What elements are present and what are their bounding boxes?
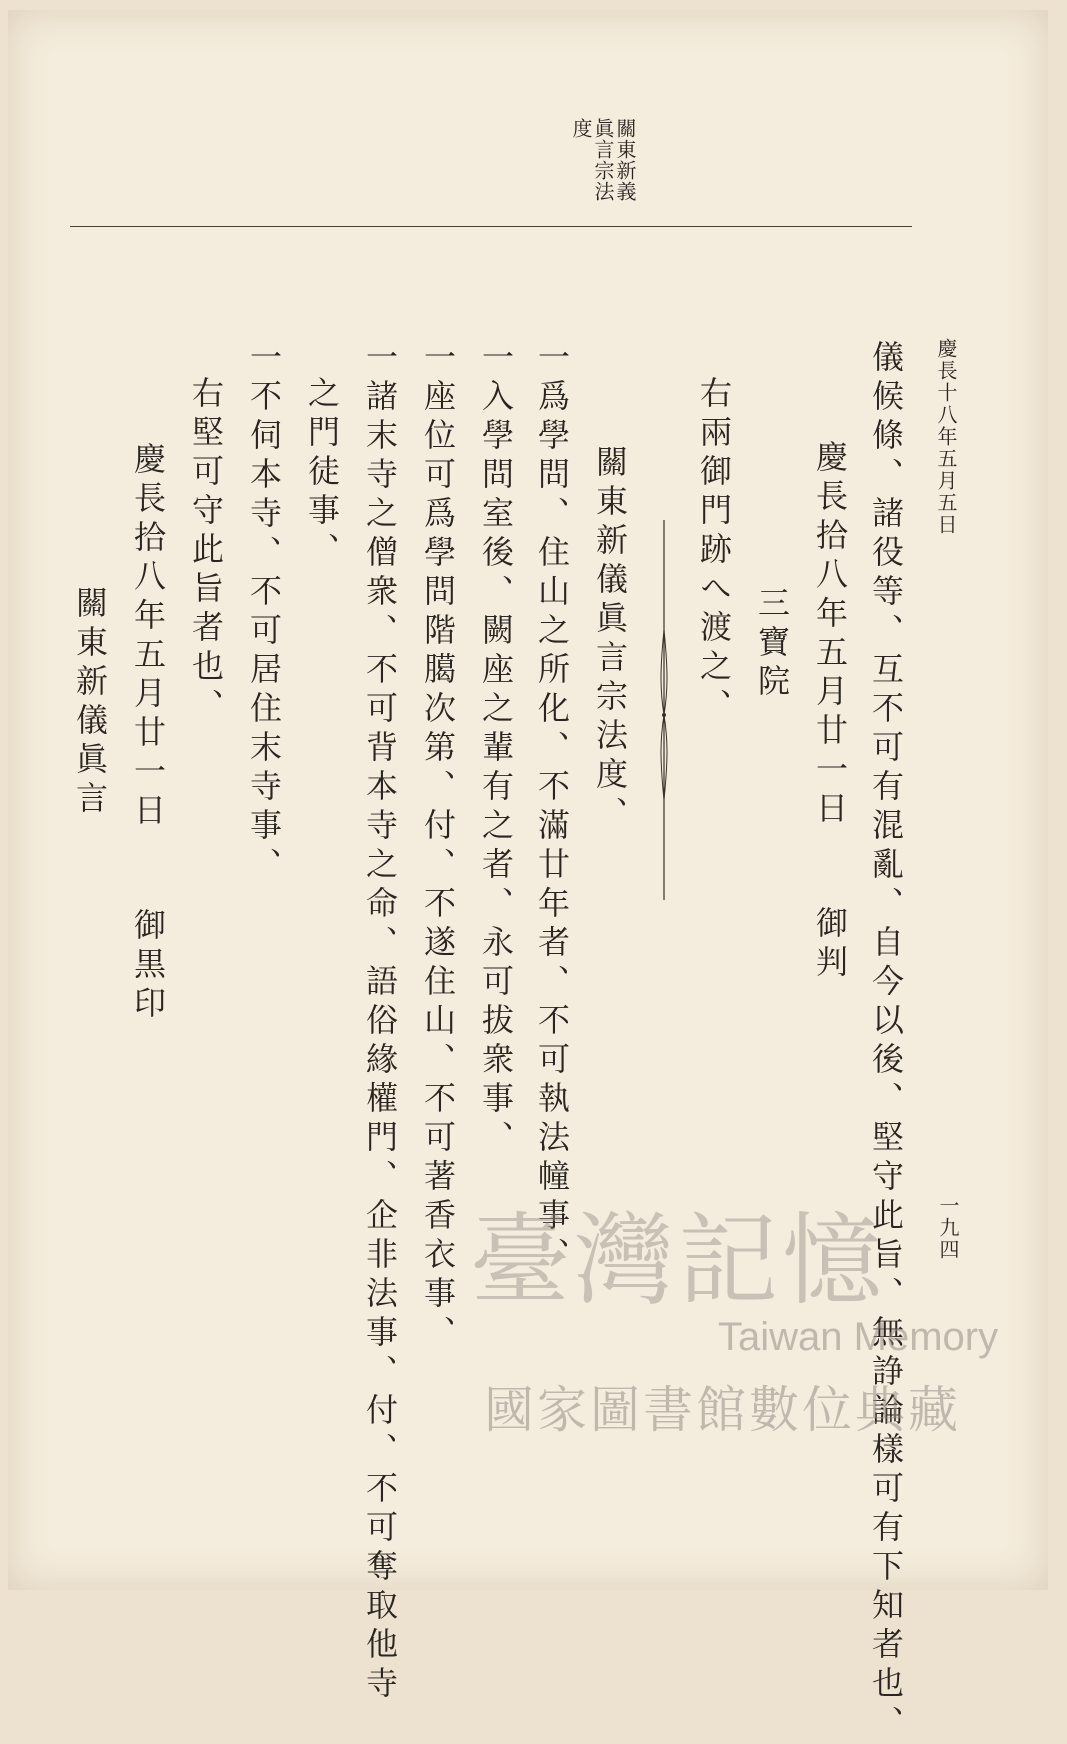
text-column-8: 一入學問室後、闕座之輩有之者、永可拔衆事、 bbox=[477, 340, 515, 1159]
text-column-14: 慶長拾八年五月廿一日 bbox=[129, 442, 167, 832]
watermark-logo: 臺灣記憶 bbox=[470, 1202, 886, 1319]
running-header-col1: 關東新義 bbox=[613, 118, 637, 202]
text-column-1: 儀候條、諸役等、互不可有混亂、自今以後、堅守此旨、無諍論樣可有下知者也、 bbox=[867, 340, 905, 1744]
text-column-7: 一爲學問、住山之所化、不滿廿年者、不可執法幢事、 bbox=[533, 340, 571, 1276]
date-heading: 慶長十八年五月五日 bbox=[934, 338, 958, 536]
text-column-12: 一不伺本寺、不可居住末寺事、 bbox=[245, 340, 283, 886]
ornamental-divider bbox=[659, 520, 669, 900]
header-rule bbox=[70, 226, 912, 227]
text-column-10: 一諸末寺之僧衆、不可背本寺之命、語俗緣權門、企非法事、付、不可奪取他寺 bbox=[361, 340, 399, 1705]
text-column-13: 右堅可守此旨者也、 bbox=[187, 376, 225, 727]
text-column-2: 慶長拾八年五月廿一日 bbox=[811, 440, 849, 830]
watermark-library: 國家圖書館數位典藏 bbox=[484, 1381, 961, 1439]
page-number: 一九四 bbox=[936, 1195, 960, 1261]
running-header-col3: 度 bbox=[569, 118, 593, 139]
text-column-9: 一座位可爲學問階臈次第、付、不遂住山、不可著香衣事、 bbox=[419, 340, 457, 1354]
text-column-4: 三寶院 bbox=[753, 586, 791, 703]
text-column-5: 右兩御門跡へ渡之、 bbox=[695, 376, 733, 727]
text-column-3: 御判 bbox=[811, 906, 849, 984]
running-header-col2: 眞言宗法 bbox=[591, 118, 615, 202]
text-column-16: 關東新儀眞言 bbox=[71, 586, 109, 820]
text-column-11: 之門徒事、 bbox=[303, 376, 341, 571]
text-column-15: 御黒印 bbox=[129, 908, 167, 1025]
text-column-6: 關東新儀眞言宗法度、 bbox=[591, 445, 629, 835]
watermark-english: Taiwan Memory bbox=[718, 1315, 999, 1359]
